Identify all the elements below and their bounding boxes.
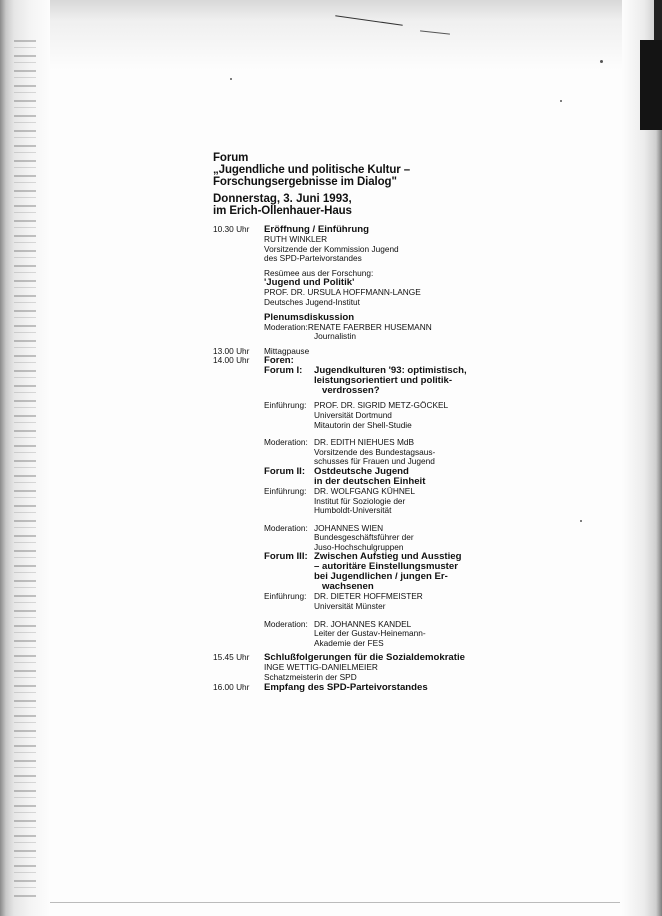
forum-title: Jugendkulturen '93: optimistisch,: [314, 365, 467, 377]
item-title: Mittagpause: [264, 345, 310, 356]
item-title: Empfang des SPD-Parteivorstandes: [264, 681, 428, 693]
scan-shadow-right: [622, 0, 662, 916]
speaker-role: Mitautorin der Shell-Studie: [314, 419, 412, 430]
speaker-role: Juso-Hochschulgruppen: [314, 541, 404, 552]
item-time: 13.00 Uhr: [213, 345, 250, 356]
forum-3: [264, 552, 513, 592]
scan-speck: [230, 78, 232, 80]
forum-title: verdrossen?: [322, 385, 380, 397]
header-venue: im Erich-Ollenhauer-Haus: [213, 205, 352, 217]
forum-label: Forum III:: [264, 551, 308, 563]
moderation-label: Moderation:: [264, 618, 308, 629]
item-time: 16.00 Uhr: [213, 681, 250, 692]
forum-title: Zwischen Aufstieg und Ausstieg: [314, 551, 462, 563]
speaker-role: des SPD-Parteivorstandes: [264, 253, 362, 264]
scan-dark-corner: [654, 0, 662, 40]
speaker-name: INGE WETTIG-DANIELMEIER: [264, 662, 378, 673]
program-item: [213, 356, 513, 648]
speaker-role: Leiter der Gustav-Heinemann-: [314, 628, 426, 639]
speaker-name: DR. EDITH NIEHUES MdB: [314, 437, 415, 448]
item-title: Plenumsdiskussion: [264, 311, 355, 323]
speaker-role: Vorsitzende des Bundestagsaus-: [314, 446, 436, 457]
speaker-role: Journalistin: [314, 331, 356, 342]
scan-noise-left: [14, 40, 36, 900]
header-line: Forum: [213, 152, 249, 164]
intro-label: Einführung:: [264, 591, 307, 602]
header-title: „Jugendliche und politische Kultur –: [213, 164, 411, 176]
intro-label: Einführung:: [264, 485, 307, 496]
item-title: Foren:: [264, 355, 294, 367]
speaker-role: Institut für Soziologie der: [314, 495, 406, 506]
speaker-name: DR. DIETER HOFFMEISTER: [314, 591, 423, 602]
program-list: [213, 225, 513, 693]
speaker-role: Universität Dortmund: [314, 409, 392, 420]
program-item: [213, 225, 513, 342]
header-title: Forschungsergebnisse im Dialog": [213, 176, 397, 188]
speaker-role: Vorsitzende der Kommission Jugend: [264, 243, 399, 254]
speaker-name: RENATE FAERBER HUSEMANN: [307, 321, 432, 332]
item-time: 15.45 Uhr: [213, 652, 250, 663]
scan-speck: [600, 60, 603, 63]
item-title: Schlußfolgerungen für die Sozialdemokratie: [264, 652, 465, 664]
speaker-role: Universität Münster: [314, 601, 386, 612]
program-item: [213, 347, 513, 357]
speaker-role: Schatzmeisterin der SPD: [264, 672, 357, 683]
scan-page-edge: [50, 902, 620, 903]
speaker-role: Akademie der FES: [314, 637, 384, 648]
program-item: [213, 683, 513, 693]
item-time: 14.00 Uhr: [213, 355, 250, 366]
speaker-role: schusses für Frauen und Jugend: [314, 456, 435, 467]
forum-title: Ostdeutsche Jugend: [314, 465, 409, 477]
program-item: [213, 653, 513, 682]
forum-title: in der deutschen Einheit: [314, 475, 426, 487]
item-title: Eröffnung / Einführung: [264, 224, 369, 235]
speaker-name: PROF. DR. URSULA HOFFMANN-LANGE: [264, 287, 421, 298]
speaker-role: Bundesgeschäftsführer der: [314, 532, 414, 543]
speaker-name: PROF. DR. SIGRID METZ-GÖCKEL: [314, 400, 449, 411]
item-time: 10.30 Uhr: [213, 224, 250, 234]
forum-title: wachsenen: [322, 581, 374, 593]
moderation-label: Moderation:: [264, 522, 308, 533]
scan-speck: [580, 520, 582, 522]
forum-title: leistungsorientiert und politik-: [314, 375, 453, 387]
item-label: Resümee aus der Forschung:: [264, 267, 374, 278]
speaker-name: DR. JOHANNES KANDEL: [314, 618, 412, 629]
forum-label: Forum I:: [264, 365, 303, 377]
moderation-label: Moderation:: [264, 437, 308, 448]
header-date: Donnerstag, 3. Juni 1993,: [213, 193, 352, 205]
speaker-name: DR. WOLFGANG KÜHNEL: [314, 485, 415, 496]
forum-2: [264, 467, 513, 487]
forum-title: bei Jugendlichen / jungen Er-: [314, 571, 448, 583]
intro-label: Einführung:: [264, 400, 307, 411]
speaker-role: Deutsches Jugend-Institut: [264, 296, 360, 307]
scan-shadow-top: [0, 0, 662, 70]
forum-label: Forum II:: [264, 465, 306, 477]
speaker-name: JOHANNES WIEN: [314, 522, 384, 533]
program-document: [213, 152, 513, 693]
item-title: 'Jugend und Politik': [264, 277, 355, 289]
moderation-label: Moderation:: [264, 321, 308, 332]
speaker-role: Humboldt-Universität: [314, 505, 392, 516]
forum-1: [264, 366, 513, 396]
scan-speck: [560, 100, 562, 102]
forum-title: – autoritäre Einstellungsmuster: [314, 561, 458, 573]
speaker-name: RUTH WINKLER: [264, 234, 328, 244]
scan-dark-edge: [640, 40, 662, 130]
